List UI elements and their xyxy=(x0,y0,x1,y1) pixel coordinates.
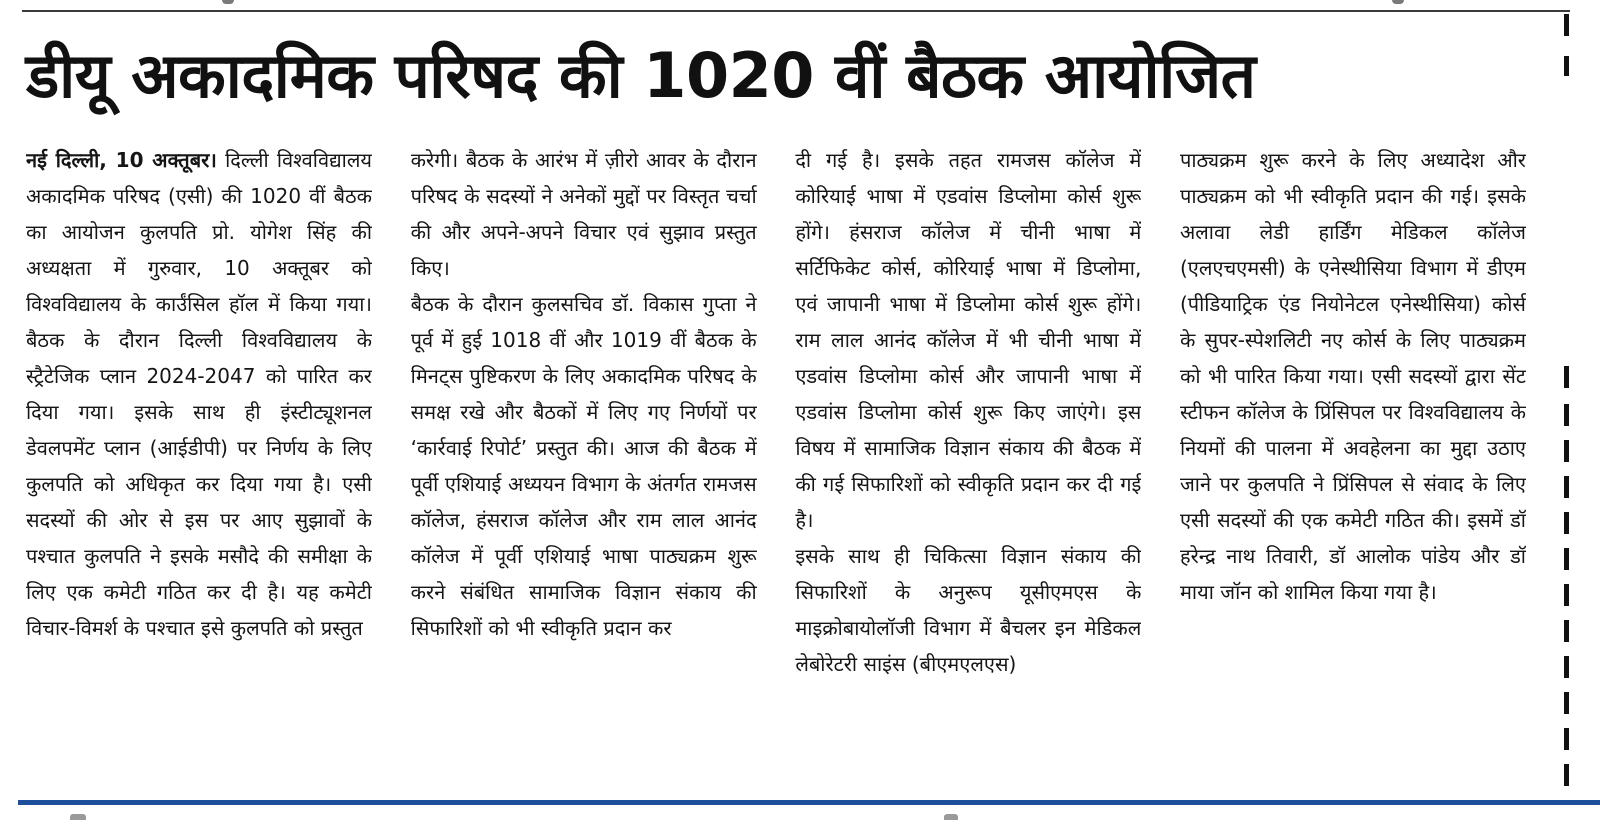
article-headline: डीयू अकादमिक परिषद की 1020 वीं बैठक आयोजित xyxy=(26,39,1256,112)
cropped-text-fragment xyxy=(1564,476,1569,498)
cropped-text-fragment xyxy=(1564,56,1569,76)
bottom-letter-fragment xyxy=(70,814,86,820)
cropped-text-fragment xyxy=(1564,764,1569,786)
top-letter-fragment xyxy=(222,0,234,4)
paragraph-text: दिल्ली विश्वविद्यालय अकादमिक परिषद (एसी) की 1020 वीं बैठक का आयोजन कुलपति प्रो. योगेश सिंह की अध्यक्षता में गुरुवार, 10 अक्तूबर को विश्वविद्यालय के कार्उंसिल हॉल में किया गया। बैठक के दौरान दिल्ली विश्वविद्यालय के स्ट्रैटेजिक प्लान 2024-2047 को पारित कर दिया गया। इसके साथ ही इंस्टीट्यूशनल डेवलपमेंट प्लान (आईडीपी) पर निर्णय के लिए कुलपति को अधिकृत कर दिया गया है। एसी सदस्यों की ओर से इस पर आए सुझावों के पश्चात कुलपति ने इसके मसौदे की समीक्षा के लिए एक कमेटी गठित कर दी है। यह कमेटी विचार-विमर्श के पश्चात इसे कुलपति को प्रस्तुत xyxy=(26,148,372,640)
cropped-text-fragment xyxy=(1564,512,1569,534)
article-paragraph: इसके साथ ही चिकित्सा विज्ञान संकाय की सिफारिशों के अनुरूप यूसीएमएस के माइक्रोबायोलॉजी विभाग में बैचलर इन मेडिकल लेबोरेटरी साइंस (बीएमएलएस) xyxy=(795,544,1142,676)
article-paragraph: बैठक के दौरान कुलसचिव डॉ. विकास गुप्ता ने पूर्व में हुई 1018 वीं और 1019 वीं बैठक के मिनट्स पुष्टिकरण के लिए अकादमिक परिषद के समक्ष रखे और बैठकों में लिए गए निर्णयों पर ‘कार्रवाई रिपोर्ट’ प्रस्तुत की। आज की बैठक में पूर्वी एशियाई अध्ययन विभाग के अंतर्गत रामजस कॉलेज, हंसराज कॉलेज और राम लाल आनंद कॉलेज में पूर्वी एशियाई भाषा पाठ्यक्रम शुरू करने संबंधित सामाजिक विज्ञान संकाय की सिफारिशों को भी स्वीकृति प्रदान कर xyxy=(410,292,757,640)
cropped-text-fragment xyxy=(1564,366,1569,388)
article-paragraph: पाठ्यक्रम शुरू करने के लिए अध्यादेश और पाठ्यक्रम को भी स्वीकृति प्रदान की गई। इसके अलावा लेडी हार्डिंग मेडिकल कॉलेज (एलएचएमसी) के एनेस्थीसिया विभाग में डीएम (पीडियाट्रिक एंड नियोनेटल एनेस्थीसिया) कोर्स के सुपर-स्पेशलिटी नए कोर्स के लिए पाठ्यक्रम को भी पारित किया गया। एसी सदस्यों द्वारा सेंट स्टीफन कॉलेज के प्रिंसिपल पर विश्वविद्यालय के नियमों की पालना में अवहेलना का मुद्दा उठाए जाने पर कुलपति ने प्रिंसिपल से संवाद के लिए एसी सदस्यों की एक कमेटी गठित की। इसमें डॉ हरेन्द्र नाथ तिवारी, डॉ आलोक पांडेय और डॉ माया जॉन को शामिल किया गया है। xyxy=(1179,148,1526,604)
dateline: नई दिल्ली, 10 अक्तूबर। xyxy=(26,148,217,172)
adjacent-column-edge xyxy=(1562,0,1600,833)
article-paragraph xyxy=(26,142,372,646)
article-paragraph: करेगी। बैठक के आरंभ में ज़ीरो आवर के दौरान परिषद के सदस्यों ने अनेकों मुद्दों पर विस्तृत चर्चा की और अपने-अपने विचार एवं सुझाव प्रस्तुत किए। xyxy=(410,148,757,280)
top-rule xyxy=(22,10,1570,12)
article-column-3 xyxy=(795,142,1141,798)
cropped-text-fragment xyxy=(1564,404,1569,426)
cropped-text-fragment xyxy=(1564,728,1569,750)
cropped-text-fragment xyxy=(1564,440,1569,462)
bottom-rule xyxy=(18,800,1600,805)
cropped-text-fragment xyxy=(1564,656,1569,678)
cropped-text-fragment xyxy=(1564,14,1569,36)
cropped-text-fragment xyxy=(1564,548,1569,570)
article-column-4 xyxy=(1180,142,1526,798)
top-letter-fragment xyxy=(1392,0,1404,4)
article-column-1 xyxy=(26,142,372,798)
article-paragraph: दी गई है। इसके तहत रामजस कॉलेज में कोरियाई भाषा में एडवांस डिप्लोमा कोर्स शुरू होंगे। हंसराज कॉलेज में चीनी भाषा में सर्टिफिकेट कोर्स, कोरियाई भाषा में डिप्लोमा, एवं जापानी भाषा में डिप्लोमा कोर्स शुरू होंगे। राम लाल आनंद कॉलेज में भी चीनी भाषा में एडवांस डिप्लोमा कोर्स और जापानी भाषा में एडवांस डिप्लोमा कोर्स शुरू किए जाएंगे। इस विषय में सामाजिक विज्ञान संकाय की बैठक में की गई सिफारिशों को स्वीकृति प्रदान कर दी गई है। xyxy=(795,148,1142,532)
article-body xyxy=(26,142,1526,798)
cropped-text-fragment xyxy=(1564,620,1569,642)
cropped-text-fragment xyxy=(1564,584,1569,606)
bottom-letter-fragment xyxy=(944,814,958,820)
article-column-2 xyxy=(411,142,757,798)
cropped-text-fragment xyxy=(1564,692,1569,714)
